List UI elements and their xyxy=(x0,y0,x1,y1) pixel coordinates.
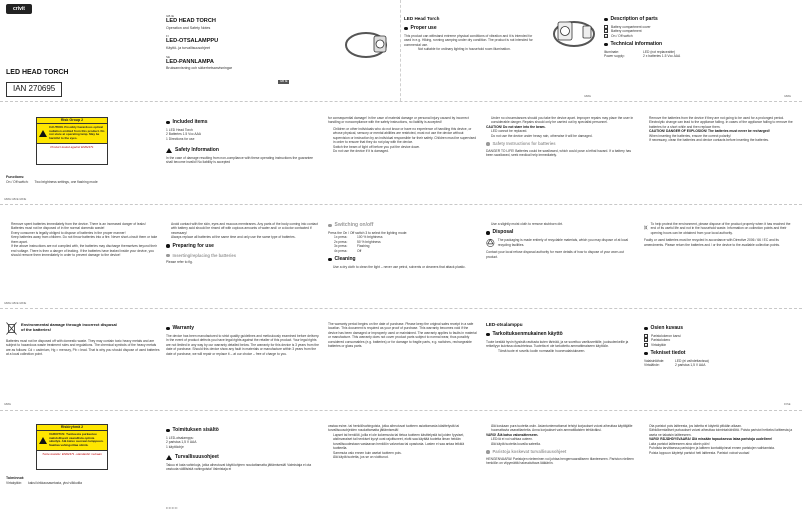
functions-block xyxy=(6,175,160,195)
env-damage-heading-row xyxy=(6,322,160,335)
row-divider xyxy=(0,410,802,411)
language-title: LED-PANNLAMPA xyxy=(166,58,214,65)
battery-notes-col-2 xyxy=(166,222,318,306)
list-item xyxy=(604,54,800,58)
explosion-warning: CAUTION! DANGER OF EXPLOSION! The batteries must never be recharged! xyxy=(649,129,770,134)
part-number: 2 xyxy=(645,339,647,344)
bullet-item: If necessary, clean the batteries and device contacts before inserting the batteries. xyxy=(649,138,769,143)
section-bullet-icon xyxy=(486,142,490,146)
caution-text: VAROITUS: Tuotteesta purkautuu mahdollisesti vaarallista optista säteilyä. Älä katso suoraan lamppuun. Saattaa vahingoittaa silmiä. xyxy=(49,431,104,448)
language-list xyxy=(166,14,300,74)
tested-label: Tuote testattu: EN62471 -standardin mukaan xyxy=(37,450,107,457)
mode-key: 2x press: xyxy=(334,239,348,244)
section-title: Disposal xyxy=(492,229,514,236)
bullet-item: Remove the batteries from the device if they are not going to be used for a prolonged period. xyxy=(649,116,785,120)
fi-safety-text: vastaa esine- tai henkilövahingoista, jotka aiheutuvat tuotteen asiattomasta käsittelystä tai turvallisuusohjeiden noudattamatta jättämisestä! xyxy=(328,424,460,433)
warning-triangle-icon xyxy=(166,148,172,153)
tech-list xyxy=(604,50,800,59)
bullet-item: Avoid contact with the skin, eyes and mucous membranes. Any parts of the body coming into contact with battery acid should be rinsed off with copious amounts of water and/ or a doctor contacted if necessary! xyxy=(171,222,318,235)
warranty-page-2 xyxy=(328,322,478,406)
warranty-text-2: The warranty period begins on the date of purchase. Please keep the original sales receipt in a safe location. This document is required as your proof of purchase. This warranty becomes void if the device has been damaged or improperly used or maintained. The warranty applies to faults in material or manufacture. This warranty does not cover product parts subject to normal wear, thus possibly considered consumables (e.g. batteries) or for damage to fragile parts, e.g. switches, rechargeable batteries or glass parts. xyxy=(328,322,477,349)
section-bullet-icon xyxy=(328,224,332,228)
warranty-text: The device has been manufactured to strict quality guidelines and meticulously examined before delivery. In the event of product defects you have legal rights against the retailer of this product. Your legal rights are not limited in any way by our warranty detailed below. The warranty for this device is 3 years from the date of purchase. Should this device show any fault in materials or manufacture within 3 years from the date of purchase, we will repair or replace it – at our choice – free of charge to you. xyxy=(166,333,320,356)
recycle-icon xyxy=(486,238,495,248)
disposal-row xyxy=(486,238,636,248)
functions-value: Two brightness settings, one flashing mode xyxy=(34,179,98,184)
hengenvaara-text: HENGENVAARA! Paristojen nieleminen voi johtaa hengenvaaralliseen tilanteeseen. Pariston nielleen henkilön on viipymättä hakeuduttava lääkäriin. xyxy=(486,456,634,466)
part-name: On / Off switch xyxy=(611,33,633,38)
modes-list xyxy=(328,235,478,253)
language-block xyxy=(166,14,300,30)
tested-label: Product tested against EN62471 xyxy=(37,143,107,150)
varo-line: VARO! Älä katso valonsäteeseen. xyxy=(486,432,539,437)
fi-safety-text: Takuu ei kata vahinkoja, jotka aiheutuvat käyttöohjeen noudattamatta jättämisestä! Valmistaja ei ota vastuuta välillisistä vahingoista! Valmistaja ei xyxy=(166,462,312,472)
functions-key: Virtakytkin: xyxy=(6,480,23,485)
tech-key: Valaisinlähde: xyxy=(644,358,665,363)
section-bullet-icon xyxy=(604,43,608,47)
section-title: Toimituksen sisältö xyxy=(172,427,219,433)
included-item: 1 käyttöohje xyxy=(166,444,184,449)
bullet-item: LED cannot be replaced. xyxy=(491,129,528,134)
fi-included-page xyxy=(166,424,318,508)
caution-row xyxy=(37,431,107,450)
language-subtitle: Käyttö- ja turvallisuusohjeet xyxy=(166,46,210,51)
part-number: 2 xyxy=(605,30,607,35)
fi-battery-heading xyxy=(486,449,636,455)
brand-logo: crivit xyxy=(6,4,32,14)
fi-safety-heading xyxy=(166,454,318,461)
section-bullet-icon xyxy=(486,231,490,235)
part-number: 3 xyxy=(645,343,647,348)
bullet-item: If the above instructions are not complied with, the batteries may discharge themselves beyond their end voltage. There is then a danger of leaking. If the batteries have leaked inside your device, you should remove them immediately in order to prevent damage to the device! xyxy=(11,244,157,258)
part-number: 3 xyxy=(605,34,607,39)
bullet-item: Children or other individuals who do not know or have no experience of handling this device, or whose physical, sensory or mental abilities are restricted, must not use the device without supervision or instruction by an individual responsible for their safety. Children must be supervised in order to ensure that they do not play with the device. xyxy=(333,126,477,145)
page-footer: GB/IE GB/IE GB/IE xyxy=(4,302,27,305)
bullet-item: Ota paristot pois laitteesta, jos laitetta ei käytetä pitkään aikaan. xyxy=(649,424,742,428)
parts-list xyxy=(604,25,800,38)
crossed-bin-icon xyxy=(644,222,648,233)
mode-value: Off xyxy=(357,248,362,253)
included-item: 1 LED Head Torch xyxy=(166,127,193,132)
section-title: Tarkoituksenmukainen käyttö xyxy=(492,331,563,338)
bullet-item: Lapset tai henkilöt, joilla ei ole kokemusta tai tietoa tuotteen käsittelystä tai joiden fyysiset, aistinvaraiset tai henkiset kyvyt ovat rajoittuneet, eivät saa käyttää tuotetta ilman heidän turvallisuudestaan vastaavan henkilön valvontaa tai opastusta. Lasten ei saa antaa leikkiä tuotteella. xyxy=(333,432,465,451)
tech-value: LED (ei vaihdettavissa) xyxy=(675,358,709,363)
explosion-warning: VARO! RÄJÄHDYSVAARA! Älä missään tapauksessa lataa paristoja uudelleen! xyxy=(649,437,773,442)
bullet-item: Remove spent batteries immediately from the device. There is an increased danger of leaks! xyxy=(11,222,146,226)
functions-heading: Functions: xyxy=(6,175,25,179)
safety-heading xyxy=(166,147,316,154)
safety-text: In the case of damage resulting from non-compliance with these operating instructions the guarantee shall become invalid! No liability is accepted xyxy=(166,155,313,165)
section-title: Inserting/replacing the batteries xyxy=(172,252,237,258)
part-name: Paristolokero xyxy=(651,338,671,343)
mode-value: Flashing xyxy=(357,244,370,249)
section-bullet-icon xyxy=(604,18,608,22)
part-name: Battery compartment xyxy=(611,29,642,34)
section-title: Proper use xyxy=(410,25,437,32)
functions-row xyxy=(6,180,160,184)
bullet-item: Älä koskaan pura tuotetta osiin. Asiantuntemattomat tehdyt korjaukset voivat aiheuttaa käyttäjälle huomattavia vaaratilanteita. Anna korjaukset vain ammattilaisten tehtäväksi. xyxy=(491,424,633,433)
section-bullet-icon xyxy=(166,327,170,331)
env-damage-text: Batteries must not be disposed off with domestic waste. They may contain toxic heavy metals and are subject to hazardous waste treatment rules and regulations. The chemical symbols of the heavy metals are as follows: Cd = cadmium, Hg = mercury, Pb = lead. That is why you should dispose of used batteries at a local collection point. xyxy=(6,339,160,357)
section-title: Tekniset tiedot xyxy=(650,350,686,357)
insert-text: Please refer to fig. xyxy=(166,260,193,265)
section-bullet-icon xyxy=(166,254,170,258)
warning-triangle-icon xyxy=(39,130,47,137)
battery-notes-col-1 xyxy=(6,222,160,306)
page-footer: FI FI FI FI xyxy=(166,507,178,510)
fi-parts-list xyxy=(644,334,796,347)
section-bullet-icon xyxy=(166,121,170,125)
bullet-item: Every consumer is legally obliged to dispose of batteries in the proper manner! xyxy=(11,230,126,235)
section-title: Switching on/off xyxy=(334,222,374,228)
section-bullet-icon xyxy=(166,429,170,433)
cover-title: LED HEAD TORCH xyxy=(6,69,69,76)
env-damage-page xyxy=(6,322,160,406)
section-bullet-icon xyxy=(644,352,648,356)
column-divider xyxy=(400,0,401,101)
section-title: Safety Instructions for batteries xyxy=(492,141,556,147)
warranty-heading xyxy=(166,325,320,332)
disposal-text: The packaging is made entirely of recyclable materials, which you may dispose of at local recycling facilities. xyxy=(497,238,629,247)
row-divider xyxy=(0,308,802,309)
fi-use-text: Tuote kestää hyvin fyysistä rasitusta kuten tärinää, ja se soveltuu vaellusretkille, juoksulenkeille ja retkeilyyn kuivissa olosuhteissa. Tuotetta ei ole tarkoitettu ammattimaiseen käyttöön. xyxy=(486,339,629,349)
page-footer: FI/SE xyxy=(784,403,791,406)
bullet-item: Älä käytä tuotetta kovalla sateella. xyxy=(491,441,541,446)
tech-key: Virtalähde: xyxy=(644,363,660,368)
fi-product-title: LED-otsalamppu xyxy=(486,322,523,327)
switch-text: Press the On / Off switch 3 to select the lighting mode: xyxy=(328,230,408,235)
tech-heading xyxy=(604,41,800,48)
included-item: 1 LED-otsalamppu xyxy=(166,435,194,440)
included-page xyxy=(166,116,316,202)
safety-col-5 xyxy=(328,116,478,202)
language-subtitle: Operation and Safety Notes xyxy=(166,25,211,30)
fi-use-heading xyxy=(486,331,636,338)
section-title: Preparing for use xyxy=(172,242,214,249)
section-title: Description of parts xyxy=(610,16,658,22)
bullet-item: When inserting the batteries, ensure the correct polarity! xyxy=(649,133,731,138)
prep-heading xyxy=(166,243,318,250)
functions-row xyxy=(6,481,160,485)
env-damage-heading: Environmental damage through incorrect disposal of the batteries! xyxy=(21,322,117,333)
fi-risk-group-warning xyxy=(36,424,108,470)
included-heading xyxy=(166,119,316,126)
page-footer: GB/IE xyxy=(784,95,791,98)
bullet-item: Batteries must not be disposed of in the normal domestic waste! xyxy=(11,226,105,231)
section-bullet-icon xyxy=(166,244,170,248)
tech-value: 2 paristoa 1,5 V AAA xyxy=(675,363,706,368)
language-code: GB IE xyxy=(166,14,175,18)
language-subtitle: Bruksanvisning och säkerhetsanvisningar xyxy=(166,66,233,71)
language-title: LED-OTSALAMPPU xyxy=(166,38,219,45)
environment-text: To help protect the environment, please dispose of the product properly when it has reached the end of its useful life and not in the household waste. Information on collection points and their opening hours can be obtained from your local authority. xyxy=(650,222,791,235)
section-bullet-icon xyxy=(644,327,648,331)
tech-key: Illuminate: xyxy=(604,49,620,54)
mode-value: 50 % brightness xyxy=(357,239,381,244)
list-item xyxy=(334,249,478,253)
tech-key: Power supply: xyxy=(604,54,625,59)
bullet-item: Sähkökemialliset purkaukset voivat aiheuttaa toimintahäiriöitä. Poista paristot hetkeksi laitteesta ja aseta ne takaisin laitteeseen. xyxy=(649,428,793,437)
proper-use-text: This product can withstand extreme physical conditions of vibration and it is intended for used in e.g. Hiking, running camping under dry condition. The product is not intended for commercial use. xyxy=(404,33,533,47)
tech-value: 2 x batteries 1.5 Vcc AAA xyxy=(643,54,681,59)
proper-use-note: Not suitable for ordinary lighting in household room illumination. xyxy=(418,47,511,52)
mode-value: 100 % brightness xyxy=(357,235,383,240)
language-code: FI xyxy=(166,34,169,39)
head-torch-illustration-icon xyxy=(344,28,392,62)
bullet-item: Do not use the device under heavy rain, otherwise it will be damaged. xyxy=(491,133,593,138)
warning-triangle-icon xyxy=(39,437,47,444)
section-bullet-icon xyxy=(486,333,490,337)
language-block xyxy=(166,55,300,71)
page-footer: GB/IE GB/IE GB/IE xyxy=(4,198,27,201)
part-name: Battery compartment cover xyxy=(611,24,651,29)
head-torch-parts-icon xyxy=(550,12,598,52)
bullet-item: Laita paristot laitteeseen aina oikein päin! xyxy=(649,441,710,446)
fi-safety-col-4 xyxy=(486,424,636,508)
crossed-bin-icon xyxy=(6,322,17,335)
caution-row xyxy=(37,124,107,143)
fi-safety-col-3 xyxy=(328,424,478,508)
risk-group-warning xyxy=(36,117,108,165)
fi-tech-heading xyxy=(644,350,796,357)
included-item: 2 Batteries 1.5 Vcc AAA xyxy=(166,132,202,137)
switch-heading xyxy=(328,222,478,229)
fi-parts-page xyxy=(644,322,796,406)
list-item xyxy=(604,34,800,38)
risk-group-label: Riskiryhmä 2 xyxy=(37,425,107,431)
bullet-item: Electrolytic change can lead to the appliance failing. In cases of the appliance failing to remove the batteries for a short while and then replace them. xyxy=(649,120,793,129)
section-title: Paristoja koskevat turvallisuusohjeet xyxy=(492,449,567,455)
warning-triangle-icon xyxy=(166,455,172,460)
bullet-item: Use a dry cloth to clean the light – never use petrol, solvents or cleaners that attack plastic. xyxy=(333,264,466,269)
product-title: LED Head Torch xyxy=(404,16,440,21)
language-block xyxy=(166,34,300,50)
included-item: 2 paristoa 1,5 V AAA xyxy=(166,440,197,445)
fi-functions-block xyxy=(6,476,160,496)
caution-text: CAUTION. Possibly hazardous optical radiation emitted from this product. Do not stare at operating lamp. May be harmful to the eyes. xyxy=(49,124,105,141)
insert-heading xyxy=(166,253,318,259)
mode-key: 3x press: xyxy=(334,244,348,249)
bullet-item: Under no circumstances should you take the device apart. Improper repairs may place the user in considerable danger. Repairs should only be carried out by specialist personnel. xyxy=(491,116,634,125)
cleaning-heading xyxy=(328,256,478,263)
cover-lang-badge: GB IE xyxy=(280,79,288,83)
fi-safety-col-5 xyxy=(644,424,796,508)
page-footer: GB/IE xyxy=(4,403,11,406)
functions-heading: Toiminnot: xyxy=(6,476,25,480)
section-title: Technical information xyxy=(610,41,663,48)
caution-line: CAUTION! Do not stare into the beam. xyxy=(486,124,546,129)
safety-col-6 xyxy=(486,116,636,202)
bullet-item: Poista loppuun käytetyt paristot heti laitteesta. Paristot voivat vuotaa! xyxy=(649,450,750,455)
proper-use-page xyxy=(404,10,600,98)
section-bullet-icon xyxy=(486,450,490,454)
mode-key: 4x press: xyxy=(334,248,348,253)
fi-included-heading xyxy=(166,427,318,434)
section-title: Turvallisuusohjeet xyxy=(175,454,219,461)
safety-col-7 xyxy=(644,116,796,202)
warranty-page xyxy=(166,322,320,406)
bullet-item: Do not use the device if it is damaged. xyxy=(333,149,389,154)
list-item xyxy=(644,343,796,347)
tech-value: LED (not replaceable) xyxy=(643,49,676,54)
mode-key: 1x press: xyxy=(334,235,348,240)
section-title: Osien kuvaus xyxy=(650,325,684,331)
fi-proper-use-page xyxy=(486,322,636,406)
disposal-text-2: Contact your local refuse disposal authority for more details of how to dispose of your worn-out product. xyxy=(486,250,624,259)
bullet-item: Always replace all batteries at the same time and only use the same type of batteries. xyxy=(171,235,296,240)
fi-use-note: Tämä tuote ei sovellu kodin normaaliin huonevalaistukseen. xyxy=(498,348,586,353)
environment-page xyxy=(644,222,796,306)
danger-text: DANGER TO LIFE! Batteries could be swallowed, which could pose a lethal hazard. If a battery has been swallowed, seek medical help immediately. xyxy=(486,148,632,158)
safety-text: for consequential damage! In the case of material damage or personal injury caused by incorrect handling or noncompliance with the safety instructions, no liability is accepted! xyxy=(328,116,469,125)
section-title: Cleaning xyxy=(334,255,356,262)
disposal-heading xyxy=(486,229,636,236)
fi-tech-list xyxy=(644,359,796,368)
bullet-item: Sammuta valo ennen kuin asetat tuotteen pois. xyxy=(333,450,402,455)
environment-row xyxy=(644,222,796,235)
section-title: Warranty xyxy=(172,325,194,331)
parts-heading xyxy=(604,16,800,23)
section-title: Included items xyxy=(172,119,208,125)
part-name: Virtakytkin xyxy=(651,342,667,347)
included-item: 1 Directions for use xyxy=(166,136,195,141)
disposal-page xyxy=(486,222,636,306)
bullet-item: Älä käytä tuotetta, jos se on vioittunut. xyxy=(333,455,389,460)
page-footer: GB/IE xyxy=(584,95,591,98)
illustration-page xyxy=(330,8,400,98)
bullet-item: Puhdista tarvittaessa paristojen ja laitteen kontaktipinnat ennen paristojen vaihtamista. xyxy=(649,446,775,451)
list-item xyxy=(644,363,796,367)
functions-value: kaksi kirkkausasetusta, yksi vilkkutila xyxy=(28,480,82,485)
environment-text-2: Faulty or used batteries must be recycled in accordance with Directive 2006 / 66 / EC and its amendments. Please return the batteries and / or the device to the available collection points. xyxy=(644,238,780,247)
part-number: 1 xyxy=(645,334,647,339)
language-code: SE xyxy=(166,54,171,59)
bullet-item: Use a slightly moist cloth to remove stubborn dirt. xyxy=(491,222,564,226)
section-bullet-icon xyxy=(328,258,332,262)
ian-number: IAN 270695 xyxy=(6,82,62,97)
bullet-item: Switch the beam of light off before you put the device down. xyxy=(333,144,421,149)
functions-key: On / Off switch: xyxy=(6,179,29,184)
fi-parts-heading xyxy=(644,325,796,332)
row-divider xyxy=(0,101,802,102)
battery-safety-heading xyxy=(486,141,636,147)
bullet-item: LED:iä ei voi vaihtaa uuteen. xyxy=(491,437,533,442)
section-title: Safety Information xyxy=(175,147,219,154)
switch-page xyxy=(328,222,478,306)
part-name: Paristolokeron kansi xyxy=(651,333,681,338)
row-divider xyxy=(0,204,802,205)
risk-group-label: Risk Group 2 xyxy=(37,118,107,124)
language-title: LED HEAD TORCH xyxy=(166,18,216,25)
section-bullet-icon xyxy=(404,27,408,31)
part-number: 1 xyxy=(605,25,607,30)
bullet-item: Keep batteries away from children. Do not throw batteries into a fire. Never short-circuit them or take them apart. xyxy=(11,235,158,244)
parts-page xyxy=(604,10,800,98)
